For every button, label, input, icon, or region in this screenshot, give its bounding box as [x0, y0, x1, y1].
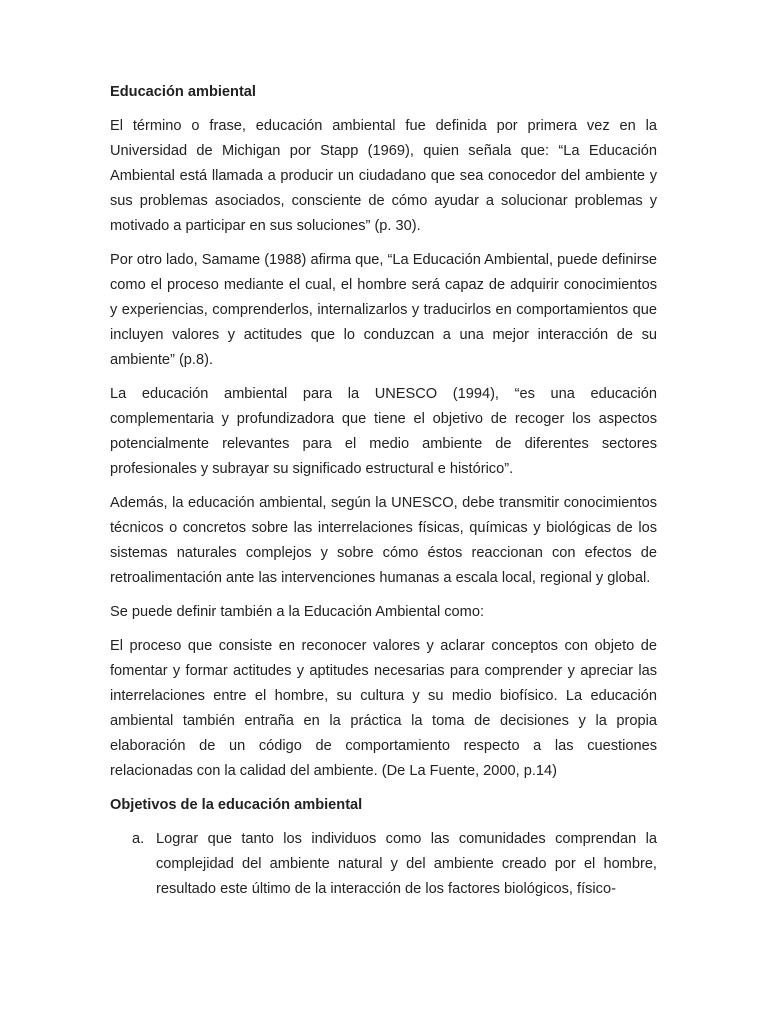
- section-heading-educacion-ambiental: Educación ambiental: [110, 84, 256, 100]
- paragraph-samame: Por otro lado, Samame (1988) afirma que, “La Educación Ambiental, puede definirse como el proceso mediante el cual, el hombre será capaz de adquirir conocimientos y experiencias, comprenderlos, internalizarlos y traducirlos en comportamientos que incluyen valores y actitudes que lo conduzcan a una mejor interacción de su ambiente” (p.8).: [110, 252, 657, 368]
- list-item-text: Lograr que tanto los individuos como las comunidades comprendan la complejidad del ambiente natural y del ambiente creado por el hombre, resultado este último de la interacción de los factores biológicos, físico-: [156, 831, 657, 897]
- paragraph-unesco: La educación ambiental para la UNESCO (1994), “es una educación complementaria y profundizadora que tiene el objetivo de recoger los aspectos potencialmente relevantes para el medio ambiente de diferentes sectores profesionales y subrayar su significado estructural e histórico”.: [110, 386, 657, 477]
- document-page: [110, 80, 657, 902]
- paragraph-conocimientos-tecnicos: Además, la educación ambiental, según la UNESCO, debe transmitir conocimientos técnicos o concretos sobre las interrelaciones físicas, químicas y biológicas de los sistemas naturales complejos y sobre cómo éstos reaccionan con efectos de retroalimentación ante las intervenciones humanas a escala local, regional y global.: [110, 495, 657, 586]
- list-marker: a.: [132, 831, 145, 847]
- paragraph-proceso-de-la-fuente: El proceso que consiste en reconocer valores y aclarar conceptos con objeto de fomentar y formar actitudes y aptitudes necesarias para comprender y apreciar las interrelaciones entre el hombre, su cultura y su medio biofísico. La educación ambiental también entraña en la práctica la toma de decisiones y la propia elaboración de un código de comportamiento respecto a las cuestiones relacionadas con la calidad del ambiente. (De La Fuente, 2000, p.14): [110, 638, 657, 779]
- list-item: [110, 827, 657, 902]
- paragraph-definicion-stapp: El término o frase, educación ambiental fue definida por primera vez en la Universidad de Michigan por Stapp (1969), quien señala que: “La Educación Ambiental está llamada a producir un ciudadano que sea conocedor del ambiente y sus problemas asociados, consciente de cómo ayudar a solucionar problemas y motivado a participar en sus soluciones” (p. 30).: [110, 118, 657, 234]
- section-heading-objetivos: Objetivos de la educación ambiental: [110, 797, 363, 813]
- objectives-list: [110, 827, 657, 902]
- paragraph-definir-tambien: Se puede definir también a la Educación Ambiental como:: [110, 604, 484, 620]
